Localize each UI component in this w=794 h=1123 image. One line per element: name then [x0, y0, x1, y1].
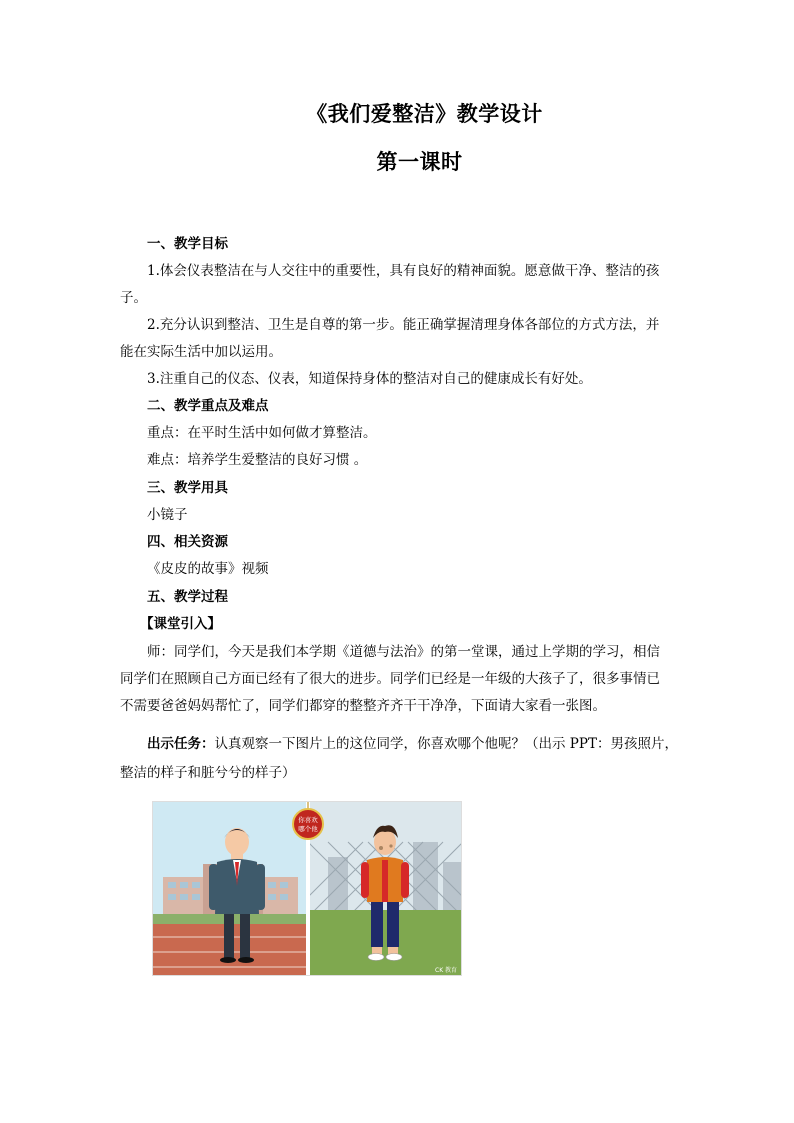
document-subtitle: 第一课时 [376, 149, 463, 174]
intro-line-3: 不需要爸爸妈妈帮忙了，同学们都穿的整整齐齐干干净净，下面请大家看一张图。 [120, 698, 606, 714]
resource-item: 《皮皮的故事》视频 [147, 561, 269, 577]
badge-text-1: 你喜欢 [298, 816, 318, 824]
goal-1-line-2: 子。 [120, 290, 147, 306]
section-heading-tools: 三、教学用具 [147, 480, 228, 496]
watermark: CK 教育 [435, 967, 458, 974]
section-heading-goals: 一、教学目标 [147, 236, 228, 252]
goal-2-line-2: 能在实际生活中加以运用。 [120, 344, 282, 360]
goal-2-line-1: 2.充分认识到整洁、卫生是自尊的第一步。能正确掌握清理身体各部位的方式方法，并 [147, 317, 660, 333]
section-heading-process: 五、教学过程 [147, 589, 228, 605]
task-label: 出示任务： [147, 736, 215, 752]
tool-item: 小镜子 [147, 507, 188, 523]
badge-text-2: 哪个他 [298, 825, 318, 833]
task-text: 认真观察一下图片上的这位同学，你喜欢哪个他呢？（出示 PPT：男孩照片， [214, 736, 678, 752]
intro-label: 【课堂引入】 [140, 616, 221, 632]
goal-3: 3.注重自己的仪态、仪表，知道保持身体的整洁对自己的健康成长有好处。 [147, 371, 592, 387]
key-point: 重点：在平时生活中如何做才算整洁。 [147, 425, 377, 441]
section-heading-resources: 四、相关资源 [147, 534, 228, 550]
intro-line-2: 同学们在照顾自己方面已经有了很大的进步。同学们已经是一年级的大孩子了，很多事情已 [120, 671, 660, 687]
document-title: 《我们爱整洁》教学设计 [306, 101, 543, 126]
boys-comparison-illustration [152, 801, 462, 976]
goal-1-line-1: 1.体会仪表整洁在与人交往中的重要性，具有良好的精神面貌。愿意做干净、整洁的孩 [147, 263, 660, 279]
task-line-2: 整洁的样子和脏兮兮的样子） [120, 765, 296, 781]
section-heading-key-points: 二、教学重点及难点 [147, 398, 269, 414]
intro-line-1: 师：同学们，今天是我们本学期《道德与法治》的第一堂课，通过上学期的学习，相信 [147, 644, 660, 660]
difficult-point: 难点：培养学生爱整洁的良好习惯 。 [147, 452, 368, 468]
task-line-1 [120, 731, 678, 758]
